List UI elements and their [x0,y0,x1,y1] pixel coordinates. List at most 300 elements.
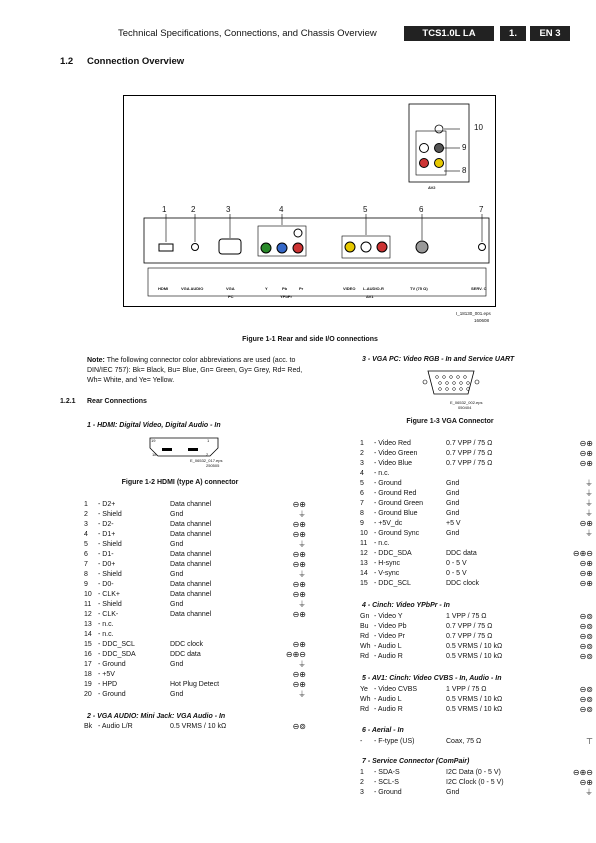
cell-name: - Video Pr [374,633,405,640]
cell-name: - Ground Green [374,500,424,507]
table-row [360,695,593,705]
cell-n: 9 [84,581,88,588]
cell-n: 5 [84,541,88,548]
cell-name: - Audio R [374,653,403,660]
cell-desc: Data channel [170,591,212,598]
table-row [84,690,306,700]
cell-name: - Ground Blue [374,510,418,517]
cell-name: - Audio L [374,696,402,703]
cell-n: 6 [84,551,88,558]
table-row [84,600,306,610]
cell-name: - n.c. [374,470,390,477]
label-vga: VGA [226,286,235,291]
table-row [360,737,593,747]
label-pr: Pr [299,286,304,291]
cell-n: 14 [360,570,368,577]
cell-n: - [360,738,363,745]
cell-name: - D1- [98,551,114,558]
cell-name: - Ground [374,789,402,796]
table-row [360,559,593,569]
color-note [87,356,307,386]
signal-symbol-icon: ⊖⊕ [579,569,593,578]
signal-symbol-icon: ⊖⊕⊖ [572,768,593,777]
label-serv-c: SERV. C [471,286,487,291]
signal-symbol-icon: ⊖⊕ [292,550,306,559]
cell-n: 4 [360,470,364,477]
cell-n: Wh [360,696,371,703]
callout-2: 2 [191,205,196,214]
cell-desc: 0.5 VRMS / 10 kΩ [446,706,503,713]
table-row [360,449,593,459]
table-row [84,560,306,570]
table-row [360,519,593,529]
table-row [360,479,593,489]
label-hdmi: HDMI [158,286,169,291]
cell-n: 6 [360,490,364,497]
cell-desc: DDC clock [170,641,204,648]
label-y: Y [265,286,268,291]
cell-desc: Gnd [170,541,184,548]
cell-desc [170,670,280,680]
vga-pc-title: 3 - VGA PC: Video RGB - In and Service UART [362,356,515,363]
signal-symbol-icon: ⊖⊕ [292,500,306,509]
hdmi-caption: Figure 1-2 HDMI (type A) connector [121,479,239,486]
signal-symbol-icon: ⊖⊕ [579,519,593,528]
signal-symbol-icon: ⊖⊚ [579,695,593,704]
signal-symbol-icon: ⏚ [298,510,306,519]
table-row [360,788,593,798]
signal-symbol-icon: ⊖⊕ [579,459,593,468]
signal-symbol-icon: ⊖⊚ [579,632,593,641]
cell-n: Rd [360,706,369,713]
cell-name: - n.c. [98,621,114,628]
figure1-file-date: 160608 [474,318,490,323]
cell-n: 8 [84,571,88,578]
cell-n: 9 [360,520,364,527]
cell-n: 20 [84,691,92,698]
signal-symbol-icon: ⊖⊚ [579,685,593,694]
signal-symbol-icon: ⏚ [585,788,593,797]
label-video: VIDEO [343,286,356,291]
cell-n: 1 [84,501,88,508]
callout-3: 3 [226,205,231,214]
cell-name: - CLK+ [98,591,120,598]
cell-n: Rd [360,633,369,640]
cell-name: - H-sync [374,560,401,567]
subsection-title: Rear Connections [87,398,147,405]
cell-desc: Gnd [170,601,184,608]
cell-desc: 1 VPP / 75 Ω [446,613,487,620]
signal-symbol-icon: ⊖⊚ [579,705,593,714]
aerial-title: 6 - Aerial - In [362,727,404,734]
vga-caption: Figure 1-3 VGA Connector [406,418,494,425]
cell-n: 2 [360,779,364,786]
vga-audio-title: 2 - VGA AUDIO: Mini Jack: VGA Audio - In [87,713,226,720]
cell-n: 3 [360,460,364,467]
group-av1: AV1 [366,294,374,299]
signal-symbol-icon: ⏚ [298,540,306,549]
cell-desc: 1 VPP / 75 Ω [446,686,487,693]
table-row [360,652,593,662]
cell-n: 3 [84,521,88,528]
signal-symbol-icon [561,539,593,549]
signal-symbol-icon: ⊖⊕⊖ [285,650,306,659]
signal-symbol-icon: ⏚ [585,509,593,518]
cell-name: - DDC_SDA [98,651,136,658]
cell-desc: 0.7 VPP / 75 Ω [446,623,493,630]
cell-desc: Gnd [446,530,460,537]
cell-name: - SDA-S [374,769,400,776]
signal-symbol-icon: ⊖⊕ [579,559,593,568]
service-title: 7 - Service Connector (ComPair) [362,758,470,765]
cell-n: 19 [84,681,92,688]
cell-desc: 0.5 VRMS / 10 kΩ [170,723,227,730]
cell-name: - D2+ [98,501,116,508]
cell-desc: 0.5 VRMS / 10 kΩ [446,696,503,703]
table-row [360,778,593,788]
cell-n: 2 [84,511,88,518]
cell-name: - D1+ [98,531,116,538]
cell-name: - D0+ [98,561,116,568]
section-title: Connection Overview [87,56,185,67]
cell-n: 13 [84,621,92,628]
signal-symbol-icon: ⊖⊕ [292,640,306,649]
cell-desc: Gnd [446,480,460,487]
cell-name: - Shield [98,511,122,518]
cell-n: Bu [360,623,369,630]
table-row [360,469,593,479]
cell-n: 14 [84,631,92,638]
callout-5: 5 [363,205,368,214]
ypbpr-title: 4 - Cinch: Video YPbPr - In [362,602,450,609]
table-row [360,489,593,499]
cell-desc: 0.5 VRMS / 10 kΩ [446,653,503,660]
cell-desc: 0.5 VRMS / 10 kΩ [446,643,503,650]
table-row [84,540,306,550]
vga-audio-table [84,722,306,732]
cell-name: - CLK- [98,611,119,618]
cell-n: Gn [360,613,370,620]
signal-symbol-icon: ⏚ [298,570,306,579]
cell-name: - Video Blue [374,460,413,467]
cell-n: 1 [360,769,364,776]
table-row [360,529,593,539]
av1-table [360,685,593,715]
cell-name: - Audio L [374,643,402,650]
cell-name: - Ground [374,480,402,487]
cell-desc: Data channel [170,501,212,508]
cell-desc: Data channel [170,561,212,568]
hdmi-pin-19: 19 [151,438,156,443]
cell-name: - V-sync [374,570,400,577]
cell-name: - Ground Red [374,490,417,497]
cell-n: 12 [84,611,92,618]
table-row [84,530,306,540]
table-row [360,632,593,642]
table-row [360,509,593,519]
cell-name: - DDC_SCL [374,580,411,587]
cell-n: 17 [84,661,92,668]
cell-n: Wh [360,643,371,650]
cell-desc: 0.7 VPP / 75 Ω [446,460,493,467]
cell-name: - Ground [98,691,126,698]
signal-symbol-icon: ⊤ [586,737,593,746]
note-label: Note: [87,357,105,364]
cell-name: - HPD [98,681,118,688]
signal-symbol-icon: ⊖⊚ [579,612,593,621]
cell-n: 10 [84,591,92,598]
cell-desc: Data channel [170,551,212,558]
cell-desc: DDC data [446,550,477,557]
callout-10: 10 [474,123,483,132]
signal-symbol-icon: ⊖⊕ [579,439,593,448]
cell-n: Rd [360,653,369,660]
hdmi-file-date: 250505 [206,463,220,468]
signal-symbol-icon [280,620,306,630]
table-row [84,650,306,660]
cell-name: - Video Pb [374,623,407,630]
cell-desc: 0 - 5 V [446,570,467,577]
cell-desc: Gnd [446,510,460,517]
table-row [84,610,306,620]
cell-n: Bk [84,723,93,730]
note-text: The following connector color abbreviations are used (acc. to DIN/IEC 757): Bk= Black, Bu= Blue, Gn= Green, Gy= Grey, Rd= Red, Wh= White, and Ye= Yellow. [87,357,303,384]
cell-desc: 0.7 VPP / 75 Ω [446,440,493,447]
table-row [84,630,306,640]
table-row [84,580,306,590]
cell-desc: Gnd [170,661,184,668]
cell-desc: DDC clock [446,580,480,587]
signal-symbol-icon: ⊖⊕⊖ [572,549,593,558]
vga-file-date: 050404 [458,405,472,410]
table-row [84,620,306,630]
cell-desc: Hot Plug Detect [170,681,220,688]
ypbpr-table [360,612,593,662]
cell-desc [170,620,280,630]
cell-n: 11 [360,540,368,547]
header-title: Technical Specifications, Connections, and Chassis Overview [118,28,377,39]
table-row [360,622,593,632]
cell-n: 15 [84,641,92,648]
callout-8: 8 [462,166,467,175]
cell-n: 10 [360,530,368,537]
signal-symbol-icon: ⏚ [585,529,593,538]
hdmi-pin-2: 2 [206,452,209,457]
cell-name: - DDC_SDA [374,550,412,557]
cell-name: - D2- [98,521,114,528]
signal-symbol-icon: ⊖⊕ [292,560,306,569]
cell-name: - Shield [98,601,122,608]
rear-io-drawing [124,96,495,306]
table-row [84,722,306,732]
cell-name: - n.c. [374,540,390,547]
table-row [84,660,306,670]
cell-name: - F-type (US) [374,738,415,745]
cell-desc: I2C Data (0 - 5 V) [446,769,501,776]
signal-symbol-icon: ⊖⊕ [579,778,593,787]
table-row [360,539,593,549]
table-row [360,642,593,652]
hdmi-file-id: E_06532_017.eps [190,458,223,463]
label-pb: Pb [282,286,288,291]
table-row [360,685,593,695]
vga-file-id: E_06532_002.eps [450,400,483,405]
cell-desc: 0 - 5 V [446,560,467,567]
cell-name: - Video Y [374,613,403,620]
cell-desc: Coax, 75 Ω [446,738,482,745]
cell-n: Ye [360,686,368,693]
table-row [84,500,306,510]
signal-symbol-icon: ⊖⊕ [292,670,306,679]
cell-n: 15 [360,580,368,587]
table-row [84,670,306,680]
table-row [360,569,593,579]
cell-n: 13 [360,560,368,567]
cell-n: 5 [360,480,364,487]
hdmi-pin-table [84,500,306,700]
cell-desc: Gnd [446,789,460,796]
cell-name: - +5V_dc [374,520,403,527]
callout-9: 9 [462,143,467,152]
cell-desc: Data channel [170,521,212,528]
subsection-number: 1.2.1 [60,398,76,405]
signal-symbol-icon: ⏚ [298,600,306,609]
cell-name: - Video CVBS [374,686,418,693]
table-row [84,590,306,600]
signal-symbol-icon: ⊖⊕ [292,530,306,539]
cell-desc: I2C Clock (0 - 5 V) [446,779,504,786]
header-model: TCS1.0L LA [404,26,494,41]
section-number: 1.2 [60,56,74,67]
signal-symbol-icon: ⏚ [585,499,593,508]
cell-n: 7 [84,561,88,568]
hdmi-title: 1 - HDMI: Digital Video, Digital Audio - In [87,422,221,429]
signal-symbol-icon: ⊖⊕ [292,580,306,589]
cell-desc [446,469,561,479]
cell-name: - SCL-S [374,779,399,786]
table-row [360,439,593,449]
cell-name: - Video Red [374,440,411,447]
signal-symbol-icon: ⊖⊕ [579,579,593,588]
cell-desc [446,539,561,549]
callout-6: 6 [419,205,424,214]
cell-desc [170,630,280,640]
group-ypbpr: YPbPr [280,294,293,299]
signal-symbol-icon: ⊖⊚ [579,622,593,631]
signal-symbol-icon: ⏚ [298,690,306,699]
callout-4: 4 [279,205,284,214]
cell-desc: 0.7 VPP / 75 Ω [446,633,493,640]
cell-n: 8 [360,510,364,517]
cell-n: 16 [84,651,92,658]
cell-name: - Ground Sync [374,530,420,537]
cell-desc: Data channel [170,581,212,588]
header-page: EN 3 [530,26,570,41]
table-row [84,570,306,580]
cell-desc: Data channel [170,531,212,538]
table-row [84,550,306,560]
service-table [360,768,593,798]
cell-n: 2 [360,450,364,457]
cell-name: - Audio R [374,706,403,713]
figure1-caption: Figure 1-1 Rear and side I/O connections [242,336,378,343]
av1-title: 5 - AV1: Cinch: Video CVBS - In, Audio - In [362,675,502,682]
label-tv: TV (75 Ω) [410,286,428,291]
hdmi-pin-18: 18 [152,452,157,457]
cell-name: - Audio L/R [98,723,133,730]
cell-desc: Gnd [446,490,460,497]
cell-desc: Gnd [446,500,460,507]
cell-name: - +5V [98,671,115,678]
hdmi-pin-1: 1 [207,438,210,443]
cell-n: 11 [84,601,92,608]
header-chapter: 1. [500,26,526,41]
signal-symbol-icon: ⊖⊕ [292,520,306,529]
signal-symbol-icon [280,630,306,640]
cell-n: 18 [84,671,92,678]
table-row [84,510,306,520]
cell-name: - D0- [98,581,114,588]
signal-symbol-icon: ⊖⊕ [292,610,306,619]
cell-desc: DDC data [170,651,201,658]
table-row [84,520,306,530]
cell-name: - Video Green [374,450,418,457]
cell-desc: Gnd [170,691,184,698]
table-row [360,612,593,622]
cell-desc: +5 V [446,520,461,527]
cell-name: - Shield [98,571,122,578]
cell-desc: 0.7 VPP / 75 Ω [446,450,493,457]
cell-desc: Data channel [170,611,212,618]
vga-pin-table [360,439,593,589]
label-vga-audio: VGA AUDIO [181,286,204,291]
label-l-audio-r: L-AUDIO-R [363,286,384,291]
vga-connector-drawing [422,368,483,405]
cell-n: 1 [360,440,364,447]
cell-n: 7 [360,500,364,507]
cell-name: - Ground [98,661,126,668]
table-row [360,459,593,469]
figure1-file-id: I_18130_001.eps [456,311,491,316]
signal-symbol-icon: ⊖⊚ [292,722,306,731]
signal-symbol-icon: ⊖⊕ [579,449,593,458]
vga-connector-icon [422,368,480,398]
signal-symbol-icon [561,469,593,479]
signal-symbol-icon: ⊖⊚ [579,642,593,651]
table-row [360,768,593,778]
signal-symbol-icon: ⊖⊚ [579,652,593,661]
cell-name: - n.c. [98,631,114,638]
callout-7: 7 [479,205,484,214]
cell-name: - Shield [98,541,122,548]
cell-name: - DDC_SCL [98,641,135,648]
signal-symbol-icon: ⏚ [298,660,306,669]
aerial-table [360,737,593,747]
rear-io-diagram [123,95,496,307]
signal-symbol-icon: ⏚ [585,489,593,498]
cell-n: 3 [360,789,364,796]
group-pc: PC [228,294,234,299]
callout-1: 1 [162,205,167,214]
signal-symbol-icon: ⊖⊕ [292,590,306,599]
table-row [360,579,593,589]
table-row [360,499,593,509]
table-row [360,705,593,715]
signal-symbol-icon: ⊖⊕ [292,680,306,689]
table-row [84,640,306,650]
table-row [360,549,593,559]
cell-desc: Gnd [170,571,184,578]
